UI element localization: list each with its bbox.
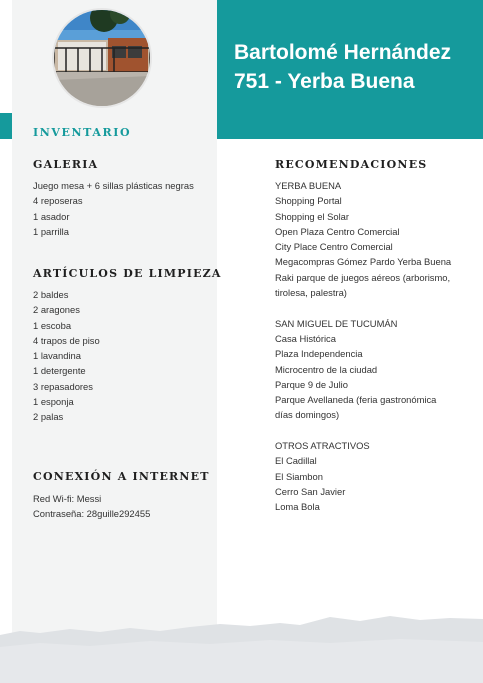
list-item: 1 lavandina xyxy=(33,350,81,362)
list-item: Cerro San Javier xyxy=(275,485,346,497)
list-item: 1 detergente xyxy=(33,365,86,377)
list-item: City Place Centro Comercial xyxy=(275,241,393,253)
list-item: Loma Bola xyxy=(275,501,320,513)
list-item: Shopping el Solar xyxy=(275,210,350,222)
limpieza-heading: ARTÍCULOS DE LIMPIEZA xyxy=(33,267,222,280)
list-item: Plaza Independencia xyxy=(275,348,363,360)
list-item: Parque 9 de Julio xyxy=(275,378,348,390)
list-item: Juego mesa + 6 sillas plásticas negras xyxy=(33,180,194,191)
title-line-1: Bartolomé Hernández xyxy=(234,41,452,64)
list-item: 1 escoba xyxy=(33,319,72,331)
internet-heading: CONEXIÓN A INTERNET xyxy=(33,470,210,483)
house-photo xyxy=(52,8,152,108)
list-item: El Siambon xyxy=(275,470,323,482)
list-item: 3 repasadores xyxy=(33,380,93,392)
yerba-buena-heading: YERBA BUENA xyxy=(275,180,342,191)
list-item: 4 reposeras xyxy=(33,195,83,207)
list-item: Parque Avellaneda (feria gastronómica días domingos) xyxy=(275,394,437,421)
galeria-list xyxy=(33,178,213,239)
san-miguel-heading: SAN MIGUEL DE TUCUMÁN xyxy=(275,317,398,329)
list-item: 1 esponja xyxy=(33,396,74,408)
list-item: 2 baldes xyxy=(33,289,69,300)
footer-mountains xyxy=(0,613,483,683)
wifi-name: Red Wi-fi: Messi xyxy=(33,493,102,504)
list-item: Megacompras Gómez Pardo Yerba Buena xyxy=(275,256,452,268)
list-item: El Cadillal xyxy=(275,455,317,467)
title-line-2: 751 - Yerba Buena xyxy=(234,70,415,93)
list-item: 1 parrilla xyxy=(33,225,69,237)
list-item: 2 palas xyxy=(33,411,64,423)
limpieza-list xyxy=(33,287,213,425)
inventario-heading: INVENTARIO xyxy=(33,126,132,139)
property-title xyxy=(234,38,479,96)
otros-heading: OTROS ATRACTIVOS xyxy=(275,440,370,452)
list-item: Casa Histórica xyxy=(275,332,336,344)
spacer xyxy=(275,300,455,315)
internet-list xyxy=(33,491,213,522)
list-item: Raki parque de juegos aéreos (arborismo, tirolesa, palestra) xyxy=(275,271,451,299)
recomendaciones-heading: RECOMENDACIONES xyxy=(275,158,428,171)
spacer xyxy=(275,423,455,438)
galeria-heading: GALERIA xyxy=(33,158,99,171)
wifi-password: Contraseña: 28guille292455 xyxy=(33,508,151,520)
list-item: Open Plaza Centro Comercial xyxy=(275,225,400,237)
list-item: Shopping Portal xyxy=(275,195,342,207)
list-item: 1 asador xyxy=(33,210,70,222)
list-item: 4 trapos de piso xyxy=(33,334,100,346)
accent-corner xyxy=(0,113,12,139)
list-item: 2 aragones xyxy=(33,304,80,316)
list-item: Microcentro de la ciudad xyxy=(275,363,378,375)
recomendaciones-list xyxy=(275,178,455,515)
